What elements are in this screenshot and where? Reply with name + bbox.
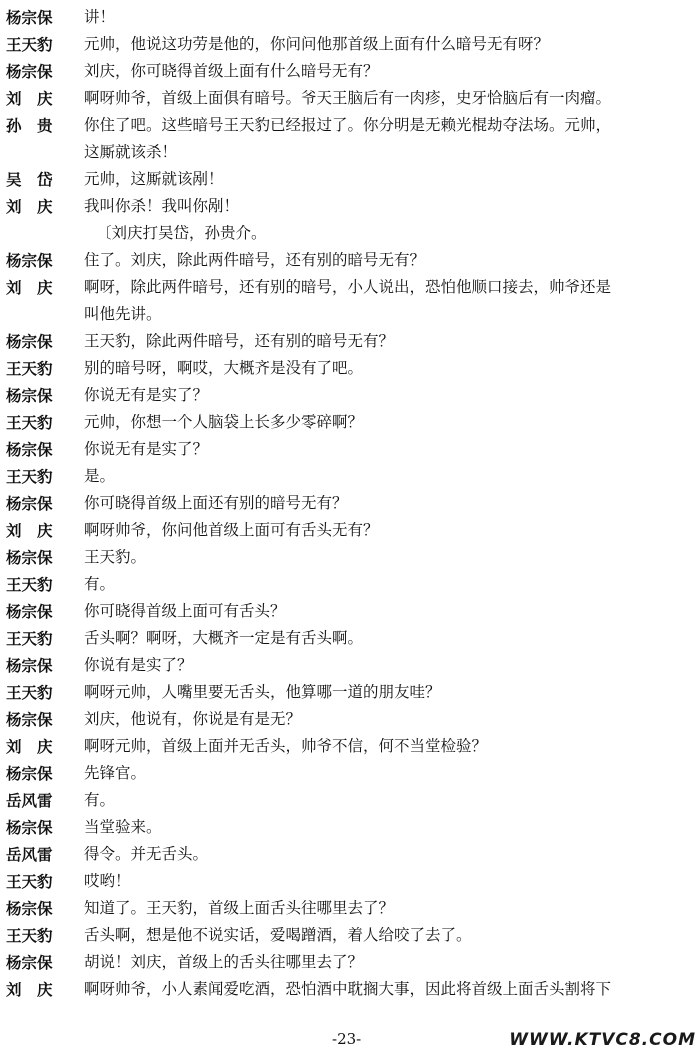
dialogue-line [6, 868, 696, 895]
dialogue-text: 别的暗号呀，啊哎，大概齐是没有了吧。 [84, 359, 364, 377]
dialogue-line [6, 139, 696, 166]
dialogue-line [6, 85, 696, 112]
page-number: -23- [332, 1030, 362, 1048]
speaker-name: 王天豹 [6, 359, 53, 378]
dialogue-line [6, 787, 696, 814]
speaker-name: 孙 贵 [6, 116, 53, 135]
dialogue-text: 啊呀帅爷，小人素闻爱吃酒，恐怕酒中耽搁大事，因此将首级上面舌头割将下 [84, 980, 612, 998]
speaker-name: 杨宗保 [6, 251, 53, 270]
dialogue-line [6, 841, 696, 868]
dialogue-text: 你可晓得首级上面可有舌头？ [84, 602, 286, 620]
speaker-name: 杨宗保 [6, 332, 53, 351]
dialogue-line [6, 247, 696, 274]
speaker-name: 杨宗保 [6, 386, 53, 405]
dialogue-text: 是。 [84, 467, 116, 485]
dialogue-text: 王天豹，除此两件暗号，还有别的暗号无有？ [84, 332, 395, 350]
dialogue-line [6, 274, 696, 301]
speaker-name: 杨宗保 [6, 494, 53, 513]
dialogue-line [6, 31, 696, 58]
dialogue-line [6, 733, 696, 760]
dialogue-line [6, 706, 696, 733]
dialogue-text: 你可晓得首级上面还有别的暗号无有？ [84, 494, 348, 512]
dialogue-text: 有。 [84, 575, 116, 593]
speaker-name: 刘 庆 [6, 521, 53, 540]
speaker-name: 王天豹 [6, 683, 53, 702]
dialogue-line [6, 193, 696, 220]
dialogue-line [6, 382, 696, 409]
dialogue-line [6, 166, 696, 193]
dialogue-text: 叫他先讲。 [84, 305, 162, 323]
speaker-name: 王天豹 [6, 926, 53, 945]
dialogue-line [6, 517, 696, 544]
dialogue-line [6, 814, 696, 841]
speaker-name: 王天豹 [6, 629, 53, 648]
speaker-name: 杨宗保 [6, 8, 53, 27]
dialogue-line [6, 355, 696, 382]
speaker-name: 杨宗保 [6, 656, 53, 675]
speaker-name: 杨宗保 [6, 710, 53, 729]
speaker-name: 岳风雷 [6, 791, 53, 810]
speaker-name: 刘 庆 [6, 89, 53, 108]
dialogue-text: 讲！ [84, 8, 116, 26]
dialogue-line [6, 625, 696, 652]
dialogue-line [6, 571, 696, 598]
stage-direction [6, 220, 696, 247]
dialogue-text: 当堂验来。 [84, 818, 162, 836]
dialogue-text: 哎哟！ [84, 872, 131, 890]
speaker-name: 杨宗保 [6, 818, 53, 837]
dialogue-line [6, 760, 696, 787]
dialogue-text: 住了。刘庆，除此两件暗号，还有别的暗号无有？ [84, 251, 426, 269]
dialogue-text: 得令。并无舌头。 [84, 845, 209, 863]
dialogue-text: 啊呀元帅，首级上面并无舌头，帅爷不信，何不当堂检验？ [84, 737, 488, 755]
speaker-name: 刘 庆 [6, 980, 53, 999]
page-footer [0, 1030, 700, 1054]
dialogue-text: 啊呀帅爷，首级上面俱有暗号。爷天王脑后有一肉疹，史牙恰脑后有一肉瘤。 [84, 89, 612, 107]
dialogue-line [6, 895, 696, 922]
dialogue-line [6, 301, 696, 328]
dialogue-line [6, 436, 696, 463]
speaker-name: 杨宗保 [6, 602, 53, 621]
dialogue-text: 你说有是实了？ [84, 656, 193, 674]
speaker-name: 王天豹 [6, 35, 53, 54]
dialogue-text: 你住了吧。这些暗号王天豹已经报过了。你分明是无赖光棍劫夺法场。元帅， [84, 116, 612, 134]
dialogue-line [6, 544, 696, 571]
speaker-name: 王天豹 [6, 467, 53, 486]
dialogue-text: 啊呀元帅，人嘴里要无舌头，他算哪一道的朋友哇？ [84, 683, 441, 701]
dialogue-text: 你说无有是实了？ [84, 386, 209, 404]
dialogue-line [6, 58, 696, 85]
dialogue-text: 舌头啊，想是他不说实话，爱喝蹭酒，着人给咬了去了。 [84, 926, 472, 944]
speaker-name: 杨宗保 [6, 899, 53, 918]
dialogue-text: 知道了。王天豹，首级上面舌头往哪里去了？ [84, 899, 395, 917]
speaker-name: 吴 岱 [6, 170, 53, 189]
dialogue-line [6, 490, 696, 517]
dialogue-text: 刘庆，你可晓得首级上面有什么暗号无有？ [84, 62, 379, 80]
speaker-name: 岳风雷 [6, 845, 53, 864]
speaker-name: 杨宗保 [6, 953, 53, 972]
speaker-name: 王天豹 [6, 413, 53, 432]
dialogue-line [6, 949, 696, 976]
dialogue-text: 这厮就该杀！ [84, 143, 178, 161]
speaker-name: 杨宗保 [6, 548, 53, 567]
speaker-name: 杨宗保 [6, 764, 53, 783]
dialogue-line [6, 679, 696, 706]
dialogue-text: 刘庆，他说有，你说是有是无？ [84, 710, 302, 728]
dialogue-text: 先锋官。 [84, 764, 147, 782]
dialogue-line [6, 922, 696, 949]
dialogue-line [6, 112, 696, 139]
dialogue-text: 有。 [84, 791, 116, 809]
speaker-name: 王天豹 [6, 575, 53, 594]
dialogue-text: 我叫你杀！我叫你剐！ [84, 197, 240, 215]
dialogue-text: 你说无有是实了？ [84, 440, 209, 458]
speaker-name: 杨宗保 [6, 440, 53, 459]
dialogue-line [6, 4, 696, 31]
dialogue-line [6, 976, 696, 1003]
stage-direction-text: 〔刘庆打吴岱，孙贵介。 [96, 224, 267, 242]
speaker-name: 刘 庆 [6, 278, 53, 297]
dialogue-text: 胡说！刘庆，首级上的舌头往哪里去了？ [84, 953, 364, 971]
script-page [6, 4, 696, 1003]
dialogue-text: 啊呀帅爷，你问他首级上面可有舌头无有？ [84, 521, 379, 539]
speaker-name: 王天豹 [6, 872, 53, 891]
speaker-name: 刘 庆 [6, 737, 53, 756]
dialogue-text: 元帅，这厮就该剐！ [84, 170, 224, 188]
speaker-name: 刘 庆 [6, 197, 53, 216]
dialogue-line [6, 463, 696, 490]
watermark: WWW.KTVC8.COM [509, 1030, 696, 1050]
dialogue-text: 元帅，你想一个人脑袋上长多少零碎啊？ [84, 413, 364, 431]
dialogue-line [6, 409, 696, 436]
dialogue-line [6, 328, 696, 355]
dialogue-line [6, 598, 696, 625]
dialogue-text: 舌头啊？啊呀，大概齐一定是有舌头啊。 [84, 629, 364, 647]
dialogue-text: 王天豹。 [84, 548, 147, 566]
dialogue-text: 啊呀，除此两件暗号，还有别的暗号，小人说出，恐怕他顺口接去，帅爷还是 [84, 278, 612, 296]
dialogue-text: 元帅，他说这功劳是他的，你问问他那首级上面有什么暗号无有呀？ [84, 35, 550, 53]
speaker-name: 杨宗保 [6, 62, 53, 81]
dialogue-line [6, 652, 696, 679]
